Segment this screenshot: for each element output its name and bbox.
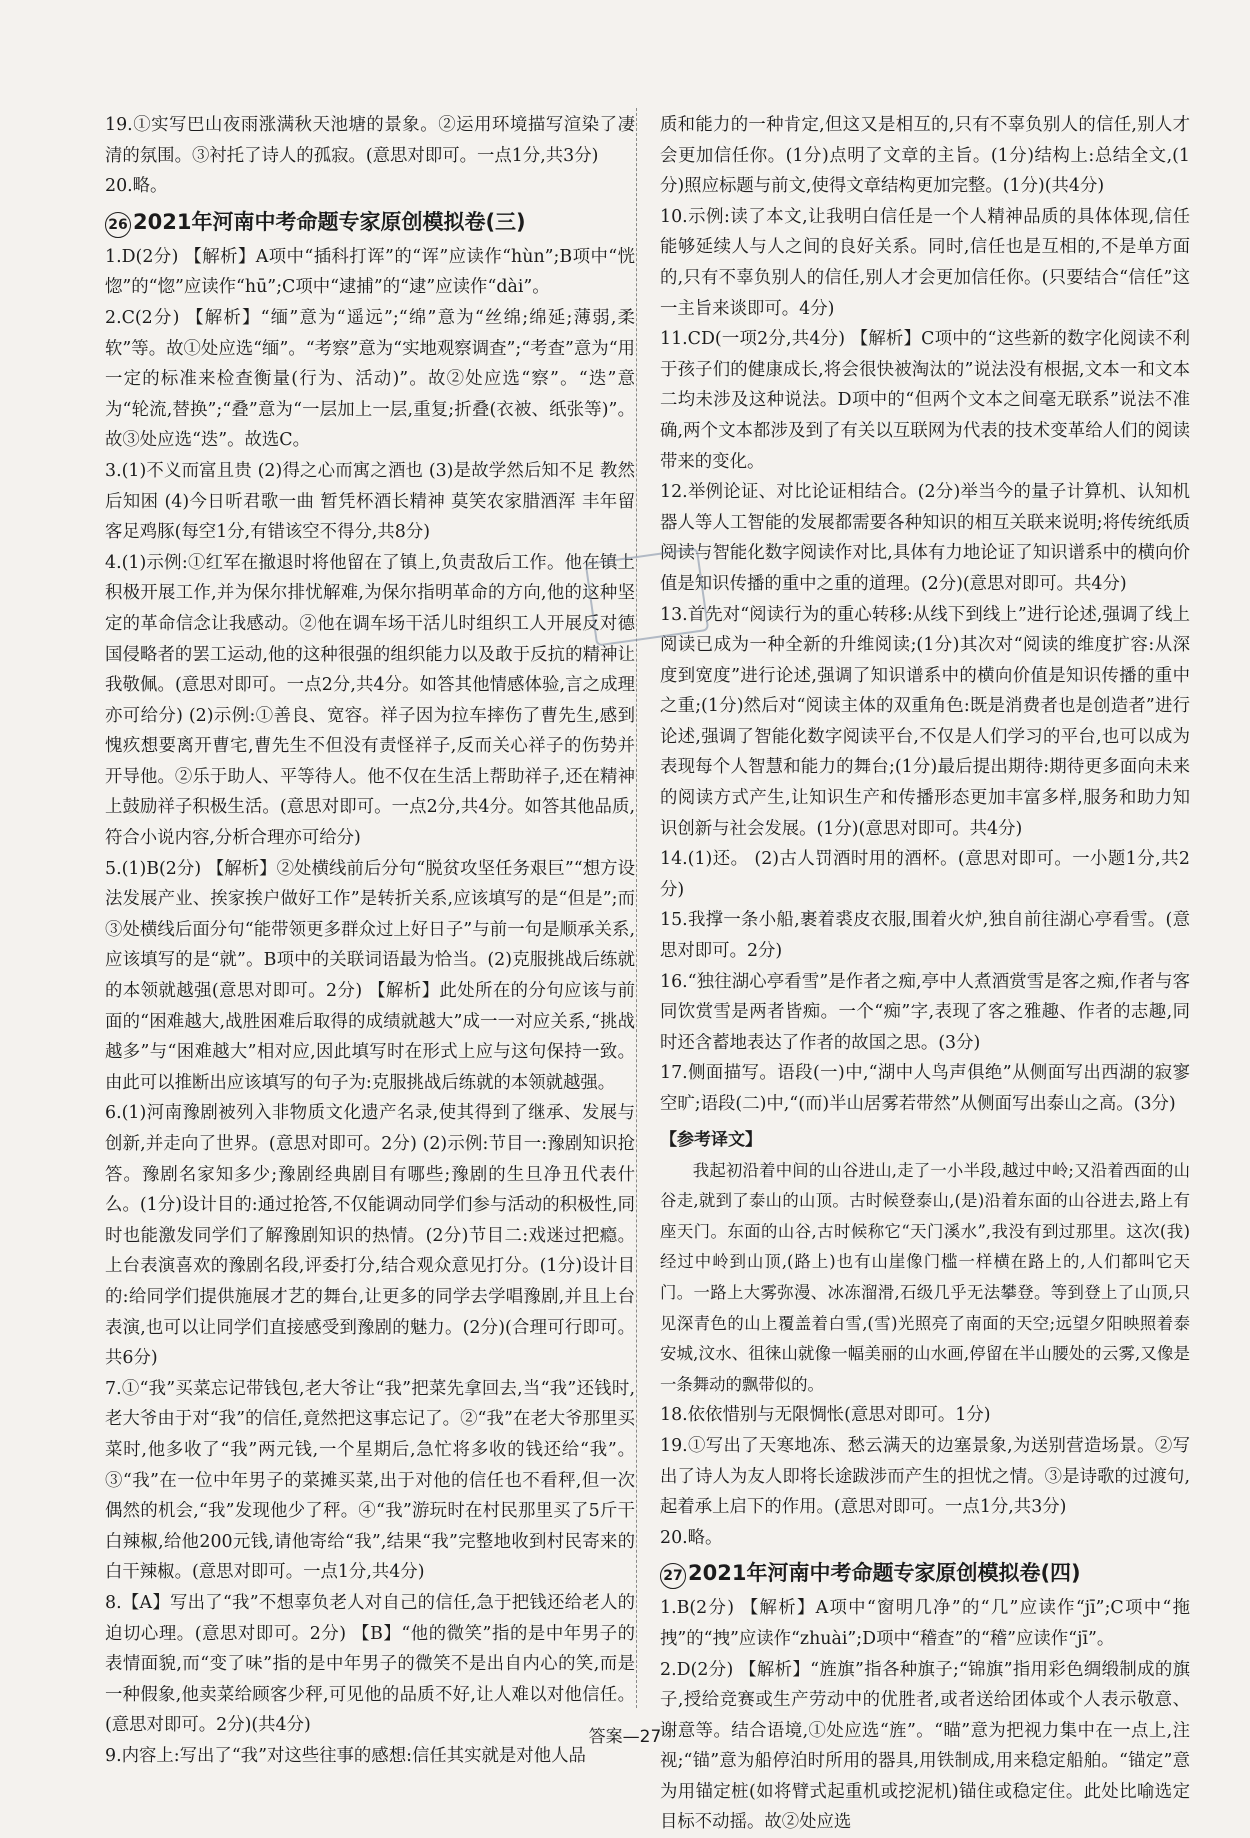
translation-paragraph: 我起初沿着中间的山谷进山,走了一小半段,越过中岭;又沿着西面的山谷走,就到了泰山的山顶。古时候登泰山,(是)沿着东面的山谷进去,路上有座天门。东面的山谷,古时候称它“天门溪水”,我没有到过那里。这次(我)经过中岭到山顶,(路上)也有山崖像门槛一样横在路上的,人们都叫它天门。一路上大雾弥漫、冰冻溜滑,石级几乎无法攀登。等到登上了山顶,只见深青色的山上覆盖着白雪,(雪)光照亮了南面的天空;远望夕阳映照着泰安城,汶水、徂徕山就像一幅美丽的山水画,停留在半山腰处的云雾,又像是一条舞动的飘带似的。 — [660, 1156, 1190, 1401]
section-title: 2021年河南中考命题专家原创模拟卷(四) — [688, 1561, 1081, 1585]
reference-translation-label: 【参考译文】 — [660, 1124, 1190, 1156]
answer-item: 4.(1)示例:①红军在撤退时将他留在了镇上,负责敌后工作。他在镇上积极开展工作,并为保尔排忧解难,为保尔指明革命的方向,他的这种坚定的革命信念让我感动。②他在调车场干活儿时组织工人开展反对德国侵略者的罢工运动,他的这种很强的组织能力以及敢于反抗的精神让我敬佩。(意思对即可。一点2分,共4分。如答其他情感体验,言之成理亦可给分) (2)示例:①善良、宽容。祥子因为拉车摔伤了曹先生,感到愧疚想要离开曹宅,曹先生不但没有责怪祥子,反而关心祥子的伤势并开导他。②乐于助人、平等待人。他不仅在生活上帮助祥子,还在精神上鼓励祥子积极生活。(意思对即可。一点2分,共4分。如答其他品质,符合小说内容,分析合理亦可给分) — [105, 548, 635, 854]
answer-item: 18.依依惜别与无限惆怅(意思对即可。1分) — [660, 1400, 1190, 1431]
answer-item: 9.内容上:写出了“我”对这些往事的感想:信任其实就是对他人品 — [105, 1741, 635, 1772]
section-number-badge: 26 — [105, 212, 131, 238]
answer-item: 6.(1)河南豫剧被列入非物质文化遗产名录,使其得到了继承、发展与创新,并走向了世界。(意思对即可。2分) (2)示例:节目一:豫剧知识抢答。豫剧名家知多少;豫剧经典剧目有哪些;豫剧的生旦净丑代表什么。(1分)设计目的:通过抢答,不仅能调动同学们参与活动的积极性,同时也能激发同学们了解豫剧知识的热情。(2分)节目二:戏迷过把瘾。上台表演喜欢的豫剧名段,评委打分,结合观众意见打分。(1分)设计目的:给同学们提供施展才艺的舞台,让更多的同学去学唱豫剧,并且上台表演,也可以让同学们直接感受到豫剧的魅力。(2分)(合理可行即可。共6分) — [105, 1098, 635, 1373]
answer-item: 16.“独往湖心亭看雪”是作者之痴,亭中人煮酒赏雪是客之痴,作者与客同饮赏雪是两者皆痴。一个“痴”字,表现了客之雅趣、作者的志趣,同时还含蓄地表达了作者的故国之思。(3分) — [660, 967, 1190, 1059]
answer-item: 10.示例:读了本文,让我明白信任是一个人精神品质的具体体现,信任能够延续人与人之间的良好关系。同时,信任也是互相的,不是单方面的,只有不辜负别人的信任,别人才会更加信任你。(只要结合“信任”这一主旨来谈即可。4分) — [660, 202, 1190, 324]
answer-item: 质和能力的一种肯定,但这又是相互的,只有不辜负别人的信任,别人才会更加信任你。(1分)点明了文章的主旨。(1分)结构上:总结全文,(1分)照应标题与前文,使得文章结构更加完整。(1分)(共4分) — [660, 110, 1190, 202]
answer-item: 1.B(2分) 【解析】A项中“窗明几净”的“几”应读作“jī”;C项中“拖拽”的“拽”应读作“zhuài”;D项中“稽查”的“稽”应读作“jī”。 — [660, 1593, 1190, 1654]
answer-item: 20.略。 — [660, 1523, 1190, 1554]
left-column — [105, 110, 635, 1771]
right-column — [660, 110, 1190, 1838]
section-heading — [105, 204, 635, 240]
answer-item: 20.略。 — [105, 171, 635, 202]
answer-item: 11.CD(一项2分,共4分) 【解析】C项中的“这些新的数字化阅读不利于孩子们的健康成长,将会很快被淘汰的”说法没有根据,文本一和文本二均未涉及这种说法。D项中的“但两个文本之间毫无联系”说法不准确,两个文本都涉及到了有关以互联网为代表的技术变革给人们的阅读带来的变化。 — [660, 324, 1190, 477]
page-footer: 答案—27 — [0, 1722, 1250, 1747]
answer-item: 19.①实写巴山夜雨涨满秋天池塘的景象。②运用环境描写渲染了凄清的氛围。③衬托了诗人的孤寂。(意思对即可。一点1分,共3分) — [105, 110, 635, 171]
answer-item: 2.C(2分) 【解析】“缅”意为“遥远”;“绵”意为“丝绵;绵延;薄弱,柔软”等。故①处应选“缅”。“考察”意为“实地观察调查”;“考查”意为“用一定的标准来检查衡量(行为、活动)”。故②处应选“察”。“迭”意为“轮流,替换”;“叠”意为“一层加上一层,重复;折叠(衣被、纸张等)”。故③处应选“迭”。故选C。 — [105, 303, 635, 456]
answer-item: 17.侧面描写。语段(一)中,“湖中人鸟声俱绝”从侧面写出西湖的寂寥空旷;语段(二)中,“(而)半山居雾若带然”从侧面写出泰山之高。(3分) — [660, 1058, 1190, 1119]
answer-item: 2.D(2分) 【解析】“旌旗”指各种旗子;“锦旗”指用彩色绸缎制成的旗子,授给竞赛或生产劳动中的优胜者,或者送给团体或个人表示敬意、谢意等。结合语境,①处应选“旌”。“瞄”意为把视力集中在一点上,注视;“锚”意为船停泊时所用的器具,用铁制成,用来稳定船舶。“锚定”意为用锚定桩(如将臂式起重机或挖泥机)锚住或稳定住。此处比喻选定目标不动摇。故②处应选 — [660, 1655, 1190, 1838]
answer-item: 5.(1)B(2分) 【解析】②处横线前后分句“脱贫攻坚任务艰巨”“想方设法发展产业、挨家挨户做好工作”是转折关系,应该填写的是“但是”;而③处横线后面分句“能带领更多群众过上好日子”与前一句是顺承关系,应该填写的是“就”。B项中的关联词语最为恰当。(2)克服挑战后练就的本领就越强(意思对即可。2分) 【解析】此处所在的分句应该与前面的“困难越大,战胜困难后取得的成绩就越大”成一一对应关系,“挑战越多”与“困难越大”相对应,因此填写时在形式上应与这句保持一致。由此可以推断出应该填写的句子为:克服挑战后练就的本领就越强。 — [105, 854, 635, 1099]
column-divider — [636, 108, 637, 1708]
answer-item: 7.①“我”买菜忘记带钱包,老大爷让“我”把菜先拿回去,当“我”还钱时,老大爷由于对“我”的信任,竟然把这事忘记了。②“我”在老大爷那里买菜时,他多收了“我”两元钱,一个星期后,急忙将多收的钱还给“我”。③“我”在一位中年男子的菜摊买菜,出于对他的信任也不看秤,但一次偶然的机会,“我”发现他少了秤。④“我”游玩时在村民那里买了5斤干白辣椒,给他200元钱,请他寄给“我”,结果“我”完整地收到村民寄来的白干辣椒。(意思对即可。一点1分,共4分) — [105, 1374, 635, 1588]
answer-item: 3.(1)不义而富且贵 (2)得之心而寓之酒也 (3)是故学然后知不足 教然后知困 (4)今日听君歌一曲 暂凭杯酒长精神 莫笑农家腊酒浑 丰年留客足鸡豚(每空1分,有错该空不得分,共8分) — [105, 456, 635, 548]
answer-item: 19.①写出了天寒地冻、愁云满天的边塞景象,为送别营造场景。②写出了诗人为友人即将长途跋涉而产生的担忧之情。③是诗歌的过渡句,起着承上启下的作用。(意思对即可。一点1分,共3分) — [660, 1431, 1190, 1523]
answer-item: 13.首先对“阅读行为的重心转移:从线下到线上”进行论述,强调了线上阅读已成为一种全新的升维阅读;(1分)其次对“阅读的维度扩容:从深度到宽度”进行论述,强调了知识谱系中的横向价值是知识传播的重中之重;(1分)然后对“阅读主体的双重角色:既是消费者也是创造者”进行论述,强调了智能化数字阅读平台,不仅是人们学习的平台,也可以成为表现每个人智慧和能力的舞台;(1分)最后提出期待:期待更多面向未来的阅读方式产生,让知识生产和传播形态更加丰富多样,服务和助力知识创新与社会发展。(1分)(意思对即可。共4分) — [660, 600, 1190, 845]
answer-item: 1.D(2分) 【解析】A项中“插科打诨”的“诨”应读作“hùn”;B项中“恍惚”的“惚”应读作“hū”;C项中“逮捕”的“逮”应读作“dài”。 — [105, 242, 635, 303]
answer-item: 15.我撑一条小船,裹着裘皮衣服,围着火炉,独自前往湖心亭看雪。(意思对即可。2分) — [660, 905, 1190, 966]
watermark-stamp — [585, 547, 710, 646]
answer-item: 12.举例论证、对比论证相结合。(2分)举当今的量子计算机、认知机器人等人工智能的发展都需要各种知识的相互关联来说明;将传统纸质阅读与智能化数字阅读作对比,具体有力地论证了知识谱系中的横向价值是知识传播的重中之重的道理。(2分)(意思对即可。共4分) — [660, 477, 1190, 599]
section-number-badge: 27 — [660, 1563, 686, 1589]
section-title: 2021年河南中考命题专家原创模拟卷(三) — [133, 210, 526, 234]
faint-header-bleed — [460, 30, 780, 46]
section-heading — [660, 1555, 1190, 1591]
answer-item: 8.【A】写出了“我”不想辜负老人对自己的信任,急于把钱还给老人的迫切心理。(意思对即可。2分) 【B】“他的微笑”指的是中年男子的表情面貌,而“变了味”指的是中年男子的微笑不是出自内心的笑,而是一种假象,他卖菜给顾客少秤,可见他的品质不好,让人难以对他信任。(意思对即可。2分)(共4分) — [105, 1588, 635, 1741]
answer-item: 14.(1)还。 (2)古人罚酒时用的酒杯。(意思对即可。一小题1分,共2分) — [660, 844, 1190, 905]
